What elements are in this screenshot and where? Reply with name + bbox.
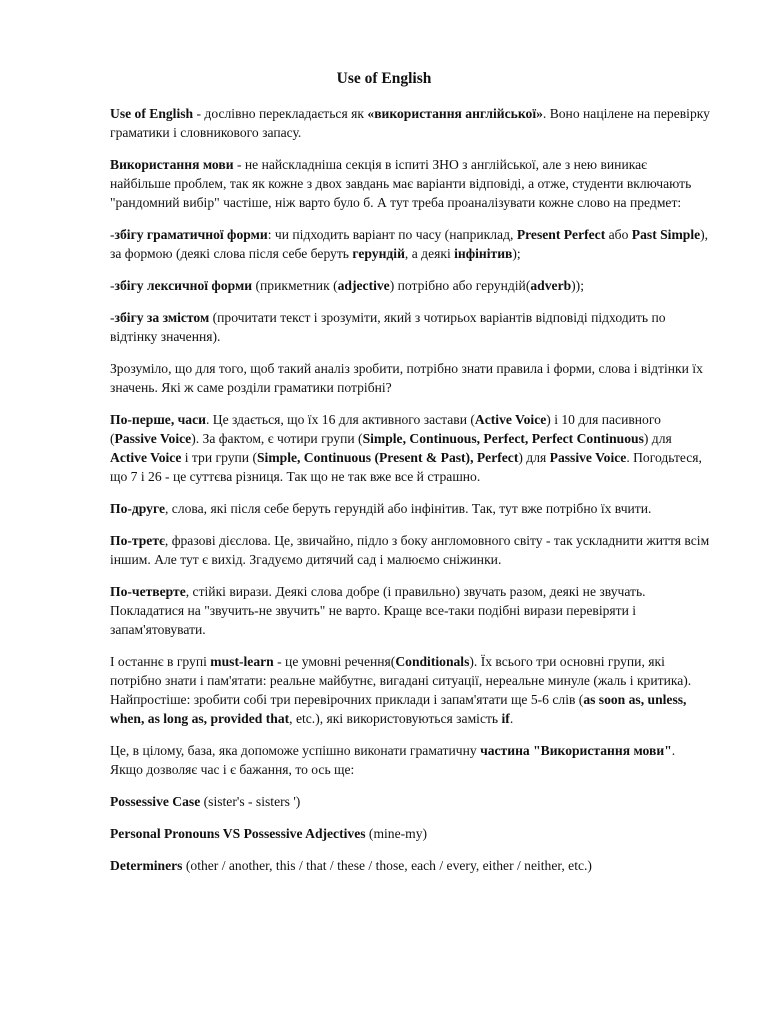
paragraph	[110, 531, 710, 569]
bold-term: Possessive Case	[110, 794, 201, 809]
bold-term: частина "Використання мови"	[480, 743, 672, 758]
bold-term: Conditionals	[395, 654, 470, 669]
bold-term: збігу граматичної форми	[114, 227, 268, 242]
paragraph-text: - не найскладніша секція в іспиті ЗНО з англійської, але з нею виникає найбільше проблем, так як кожне з двох завдань має варіанти відповіді, а отже, студенти включають "рандомний вибір" частіше, ніж варто було б. А тут треба проаналізувати кожне слово на предмет:	[110, 157, 692, 210]
bold-term: інфінітив	[454, 246, 513, 261]
paragraph	[110, 225, 710, 263]
paragraph-text: ). Їх всього три основні групи, які потрібно знати і пам'ятати: реальне майбутнє, вигадані ситуації, нереальне минуле (жаль і критика). Найпростіше: зробити собі три перевірочних приклади і запам'ятати ще 5-6 слів (	[110, 654, 692, 707]
paragraph-text: . Якщо дозволяє час і є бажання, то ось ще:	[110, 743, 676, 777]
paragraph	[110, 741, 710, 779]
paragraph-text: або	[605, 227, 632, 242]
paragraph-text: , а деякі	[404, 246, 455, 261]
paragraph	[110, 410, 710, 486]
bold-term: Personal Pronouns VS Possessive Adjectives	[110, 826, 366, 841]
paragraph-text: , слова, які після себе беруть герундій або інфінітив. Так, тут вже потрібно їх вчити.	[164, 501, 652, 516]
paragraph-text: Це, в цілому, база, яка допоможе успішно виконати граматичну	[110, 743, 481, 758]
bold-term: Active Voice	[474, 412, 547, 427]
paragraph-text: - дослівно перекладається як	[193, 106, 368, 121]
paragraph	[110, 359, 710, 397]
bold-term: Active Voice	[110, 450, 182, 465]
paragraph	[110, 824, 710, 843]
paragraph-text: . Це здається, що їх 16 для активного застави (	[205, 412, 475, 427]
paragraph	[110, 276, 710, 295]
paragraph-text: (mine-my)	[365, 826, 428, 841]
bold-term: Passive Voice	[114, 431, 192, 446]
paragraph-text: (other / another, this / that / these / those, each / every, either / neither, etc.)	[182, 858, 592, 873]
paragraph	[110, 104, 710, 142]
bold-term: if	[501, 711, 510, 726]
bold-term: adjective	[337, 278, 390, 293]
bold-term: герундій	[352, 246, 405, 261]
paragraph-text: -	[110, 227, 115, 242]
paragraph-text: ) і 10 для пасивного (	[110, 412, 661, 446]
paragraph-text: ));	[571, 278, 584, 293]
bold-term: as soon as, unless, when, as long as, provided that	[110, 692, 687, 726]
bold-term: Використання мови	[110, 157, 234, 172]
paragraph	[110, 856, 710, 875]
paragraph	[110, 792, 710, 811]
bold-term: По-перше, часи	[110, 412, 206, 427]
bold-term: Simple, Continuous (Present & Past), Perfect	[256, 450, 519, 465]
bold-term: Simple, Continuous, Perfect, Perfect Continuous	[362, 431, 644, 446]
paragraph	[110, 499, 710, 518]
bold-term: adverb	[530, 278, 572, 293]
paragraph	[110, 582, 710, 639]
bold-term: По-четверте	[110, 584, 186, 599]
paragraph-text: (прочитати текст і зрозуміти, який з чотирьох варіантів відповіді підходить по відтінку значення).	[110, 310, 666, 344]
bold-term: Past Simple	[631, 227, 701, 242]
bold-term: «використання англійської»	[367, 106, 543, 121]
paragraph-text: : чи підходить варіант по часу (наприклад,	[267, 227, 517, 242]
document-body	[110, 104, 710, 888]
paragraph	[110, 308, 710, 346]
paragraph	[110, 155, 710, 212]
document-title: Use of English	[336, 70, 432, 87]
paragraph-text: .	[509, 711, 514, 726]
bold-term: Present Perfect	[516, 227, 606, 242]
bold-term: Passive Voice	[549, 450, 627, 465]
paragraph-text: ) для	[643, 431, 672, 446]
bold-term: По-третє	[110, 533, 165, 548]
paragraph-text: . Воно націлене на перевірку граматики і словникового запасу.	[110, 106, 710, 140]
bold-term: збігу лексичної форми	[114, 278, 253, 293]
paragraph-text: (прикметник (	[252, 278, 338, 293]
paragraph-text: );	[512, 246, 521, 261]
paragraph-text: -	[110, 310, 115, 325]
paragraph-text: ) для	[518, 450, 550, 465]
paragraph-text: Зрозуміло, що для того, щоб такий аналіз зробити, потрібно знати правила і форми, слова і відтінки їх значень. Які ж саме розділи граматики потрібні?	[110, 361, 703, 395]
paragraph-text: ) потрібно або герундій(	[389, 278, 531, 293]
paragraph-text: . Погодьтеся, що 7 і 26 - це суттєва різниця. Так що не так вже все й страшно.	[110, 450, 702, 484]
paragraph-text: - це умовні речення(	[273, 654, 396, 669]
bold-term: збігу за змістом	[114, 310, 210, 325]
paragraph-text: І останнє в групі	[110, 654, 211, 669]
bold-term: По-друге	[110, 501, 165, 516]
paragraph-text: , фразові дієслова. Це, звичайно, підло з боку англомовного світу - так ускладнити життя всім іншим. Але тут є вихід. Згадуємо дитячий сад і малюємо сніжинки.	[110, 533, 710, 567]
paragraph	[110, 652, 710, 728]
paragraph-text: -	[110, 278, 115, 293]
paragraph-text: , стійкі вирази. Деякі слова добре (і правильно) звучать разом, деякі не звучать. Покладатися на "звучить-не звучить" не варто. Краще все-таки подібні вирази перевіряти і запам'ятовувати.	[110, 584, 646, 637]
bold-term: Use of English	[110, 106, 194, 121]
bold-term: Determiners	[110, 858, 183, 873]
paragraph-text: , etc.), які використовуються замість	[289, 711, 502, 726]
paragraph-text: ). За фактом, є чотири групи (	[191, 431, 363, 446]
paragraph-text: ), за формою (деякі слова після себе беруть	[110, 227, 709, 261]
paragraph-text: і три групи (	[181, 450, 257, 465]
bold-term: must-learn	[210, 654, 274, 669]
paragraph-text: (sister's - sisters ')	[200, 794, 301, 809]
